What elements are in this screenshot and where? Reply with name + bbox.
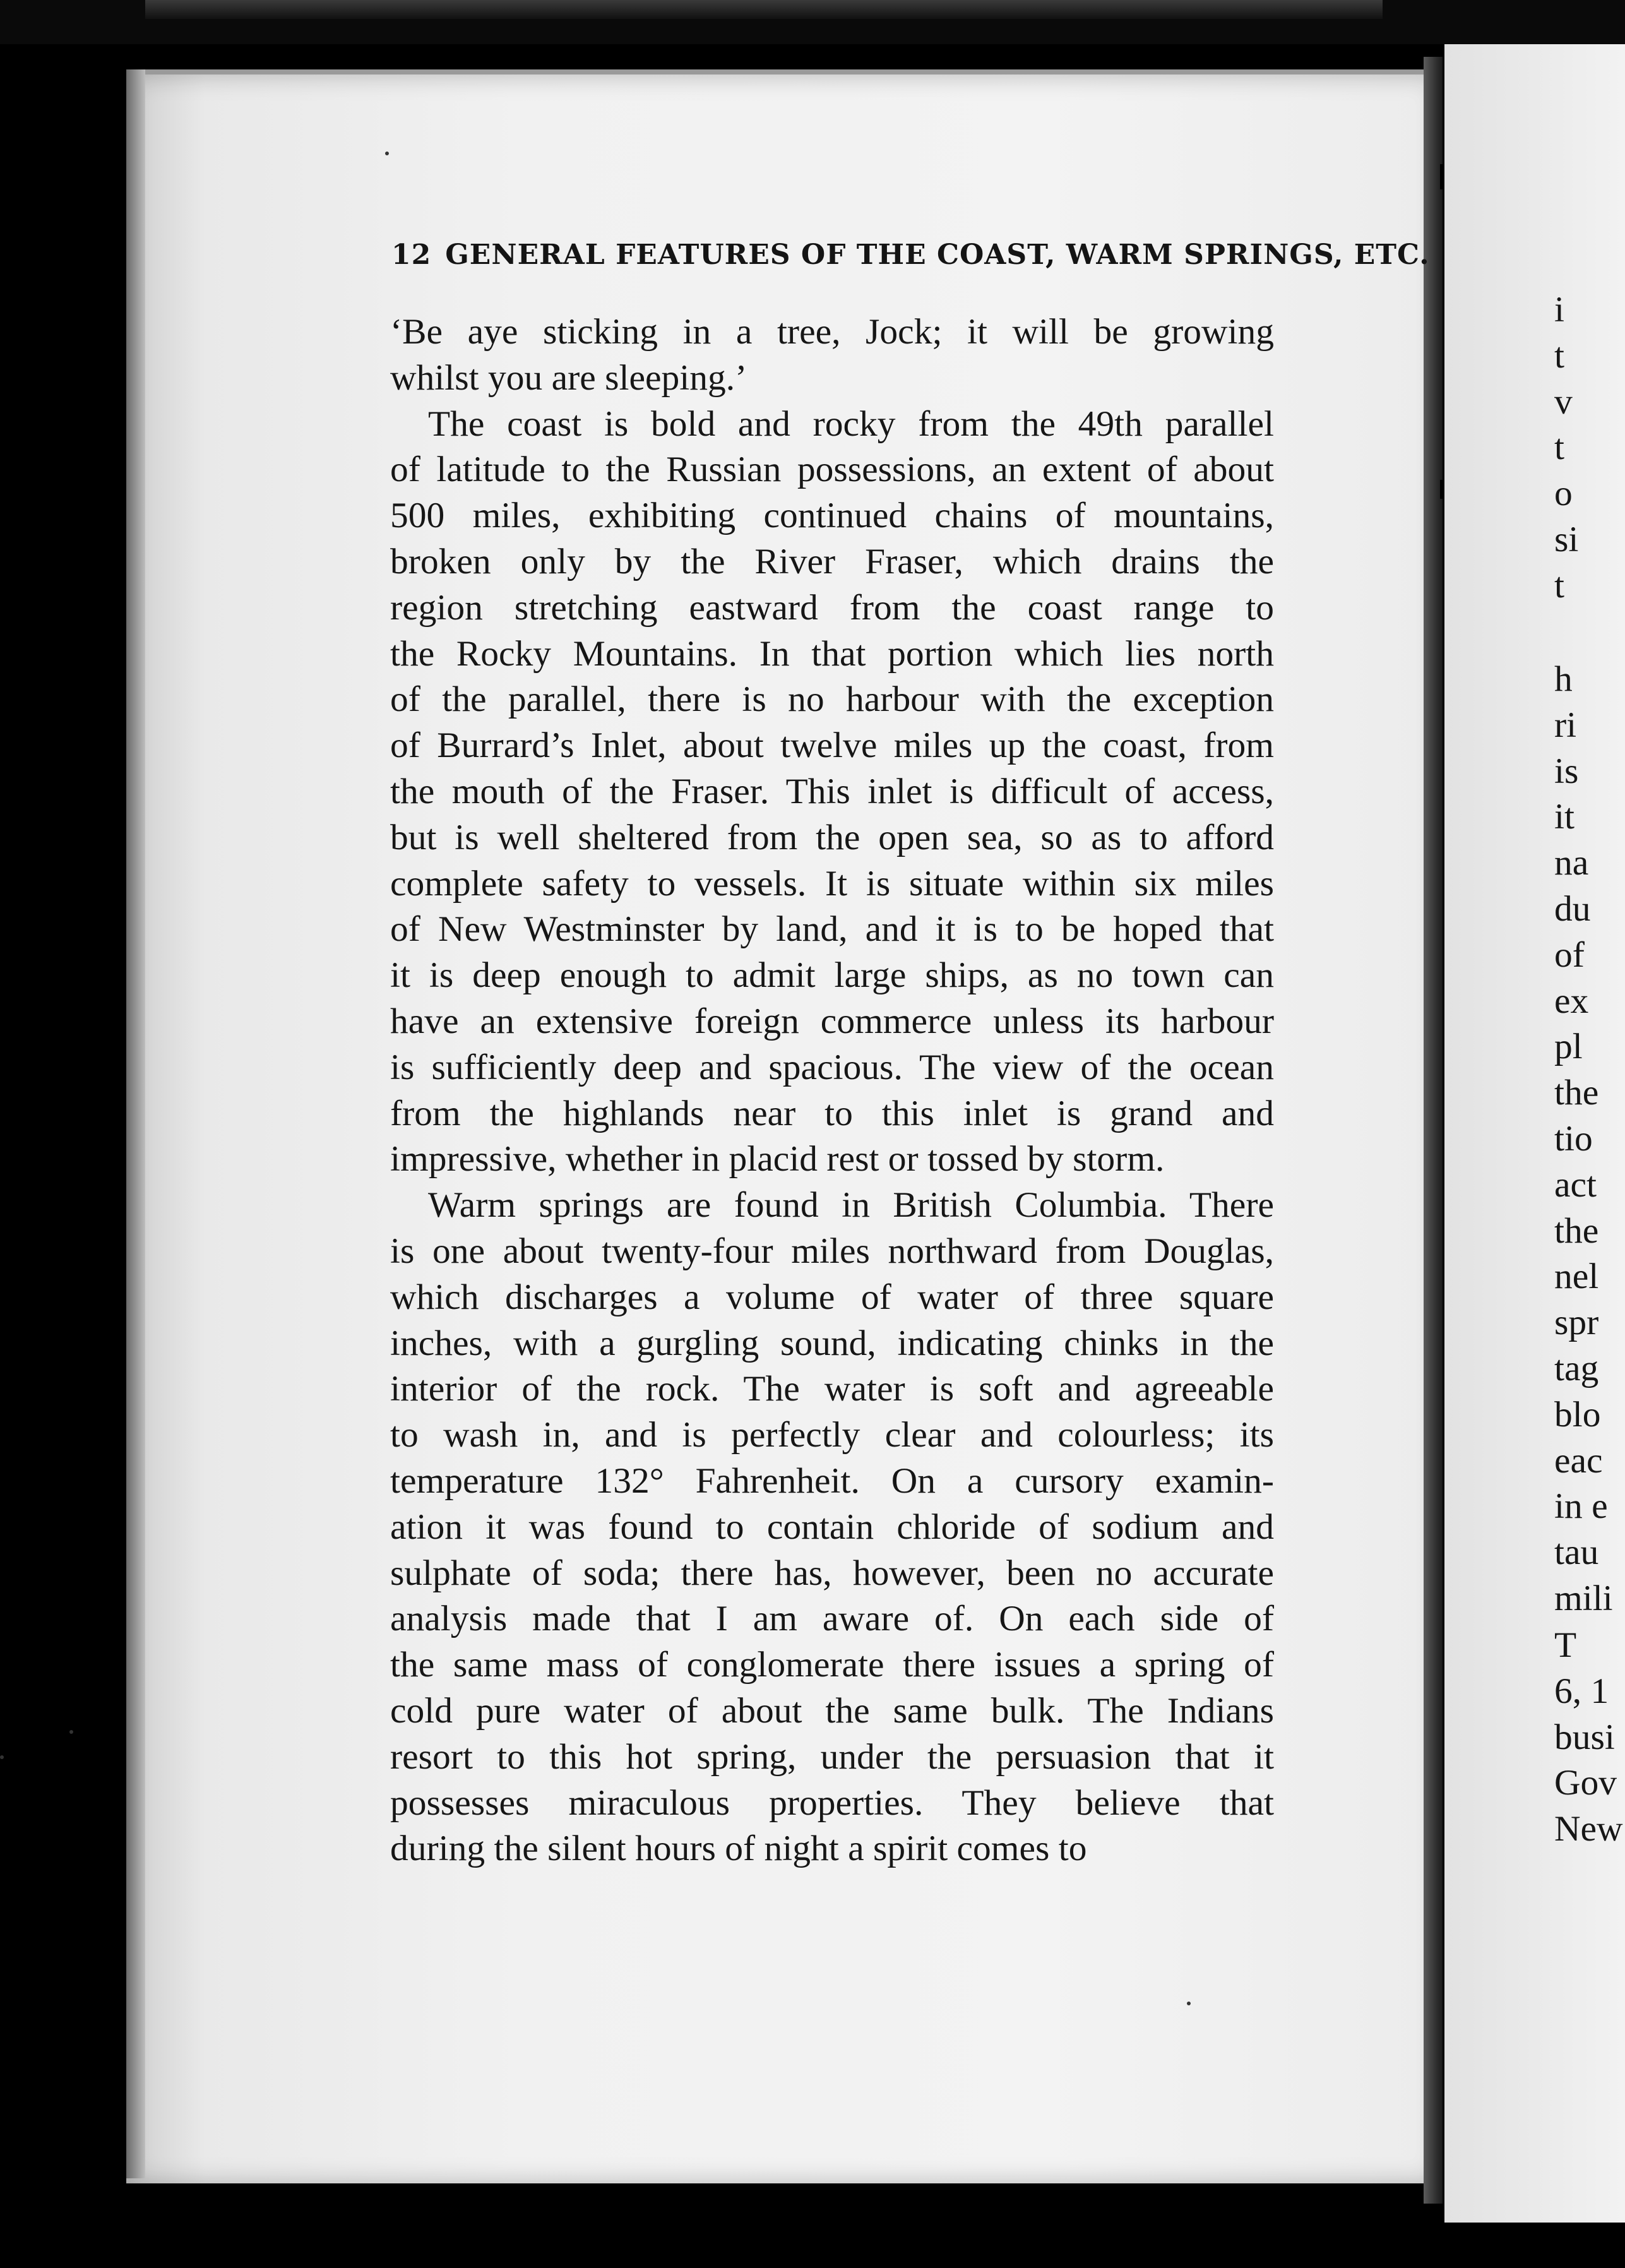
left-page-edge — [126, 69, 145, 2178]
text-fragment: 6, 1 — [1554, 1671, 1609, 1711]
text-fragment: tag — [1554, 1348, 1599, 1388]
text-line: of latitude to the Russian possessions, an extent of about — [390, 450, 1274, 490]
text-fragment: du — [1554, 888, 1591, 929]
dust-speck — [1187, 2002, 1191, 2005]
text-line: the Rocky Mountains. In that portion which lies north — [390, 633, 1274, 674]
text-line: Warm springs are found in British Columbia. There — [428, 1185, 1274, 1226]
text-line: of the parallel, there is no harbour with the exception — [390, 679, 1274, 720]
text-line: temperature 132° Fahrenheit. On a cursory examin- — [390, 1460, 1274, 1501]
text-line: broken only by the River Fraser, which drains the — [390, 541, 1274, 582]
dust-speck — [69, 1730, 73, 1734]
text-line: possesses miraculous properties. They believe that — [390, 1782, 1274, 1823]
running-header — [391, 239, 1430, 271]
text-fragment: is — [1554, 751, 1579, 791]
text-line: resort to this hot spring, under the persuasion that it — [390, 1736, 1274, 1777]
text-line: impressive, whether in placid rest or tossed by storm. — [390, 1139, 1165, 1179]
text-fragment: Gov — [1554, 1763, 1617, 1803]
text-line: inches, with a gurgling sound, indicating chinks in the — [390, 1323, 1274, 1363]
text-line: interior of the rock. The water is soft and agreeable — [390, 1369, 1274, 1409]
page-body-text — [390, 309, 1274, 1872]
text-fragment: o — [1554, 474, 1573, 514]
book-top-edge — [145, 0, 1383, 19]
gutter-mark — [1440, 480, 1444, 499]
text-line: sulphate of soda; there has, however, been no accurate — [390, 1553, 1274, 1593]
text-line: The coast is bold and rocky from the 49th parallel — [428, 403, 1274, 444]
text-fragment: New — [1554, 1809, 1623, 1849]
text-fragment: of — [1554, 934, 1585, 975]
text-line: it is deep enough to admit large ships, as no town can — [390, 955, 1274, 996]
text-fragment: it — [1554, 797, 1574, 837]
text-fragment: spr — [1554, 1303, 1599, 1343]
text-line: have an extensive foreign commerce unless its harbour — [390, 1001, 1274, 1041]
text-fragment: tau — [1554, 1532, 1599, 1573]
text-line: of Burrard’s Inlet, about twelve miles up the coast, from — [390, 725, 1274, 766]
text-fragment: nel — [1554, 1256, 1599, 1297]
text-line: which discharges a volume of water of three square — [390, 1277, 1274, 1317]
text-line: the mouth of the Fraser. This inlet is difficult of access, — [390, 771, 1274, 811]
gutter-mark — [1440, 164, 1444, 189]
running-title: GENERAL FEATURES OF THE COAST, WARM SPRINGS, ETC. — [445, 239, 1430, 271]
text-fragment: pl — [1554, 1027, 1583, 1067]
text-fragment: i — [1554, 290, 1564, 330]
text-fragment: mili — [1554, 1578, 1613, 1618]
text-line: the same mass of conglomerate there issues a spring of — [390, 1645, 1274, 1685]
text-fragment: t — [1554, 335, 1564, 376]
text-line: but is well sheltered from the open sea, so as to afford — [390, 817, 1274, 857]
text-line: complete safety to vessels. It is situate within six miles — [390, 863, 1274, 904]
text-fragment: h — [1554, 659, 1573, 699]
text-fragment: in e — [1554, 1486, 1608, 1527]
text-fragment: ex — [1554, 981, 1589, 1021]
text-line: to wash in, and is perfectly clear and colourless; its — [390, 1415, 1274, 1455]
text-fragment: busi — [1554, 1717, 1615, 1757]
text-fragment: act — [1554, 1164, 1597, 1205]
text-fragment: t — [1554, 427, 1564, 468]
text-fragment: v — [1554, 381, 1573, 422]
text-fragment: tio — [1554, 1118, 1593, 1159]
text-line: is sufficiently deep and spacious. The view of the ocean — [390, 1047, 1274, 1087]
text-fragment: the — [1554, 1073, 1599, 1113]
text-fragment: t — [1554, 565, 1564, 606]
text-line: of New Westminster by land, and it is to be hoped that — [390, 909, 1274, 950]
right-page-text-fragments-top — [1554, 287, 1578, 609]
text-fragment: blo — [1554, 1394, 1601, 1435]
text-fragment: ri — [1554, 705, 1577, 745]
right-page-text-fragments-middle — [1554, 657, 1613, 1622]
gutter-shadow — [1424, 57, 1443, 2204]
text-fragment: na — [1554, 843, 1589, 883]
text-line: 500 miles, exhibiting continued chains of mountains, — [390, 496, 1274, 536]
text-line: ‘Be aye sticking in a tree, Jock; it will be growing — [390, 312, 1274, 352]
text-line: from the highlands near to this inlet is grand and — [390, 1093, 1274, 1133]
text-line: cold pure water of about the same bulk. The Indians — [390, 1690, 1274, 1731]
right-page-text-fragments-bottom — [1554, 1623, 1623, 1853]
text-fragment: eac — [1554, 1440, 1603, 1481]
text-line: analysis made that I am aware of. On each side of — [390, 1599, 1274, 1639]
dust-speck — [385, 152, 389, 155]
text-fragment: si — [1554, 519, 1579, 559]
text-line: during the silent hours of night a spirit comes to — [390, 1829, 1087, 1869]
text-line: whilst you are sleeping.’ — [390, 357, 747, 398]
text-line: ation it was found to contain chloride of sodium and — [390, 1507, 1274, 1547]
text-fragment: T — [1554, 1625, 1577, 1665]
page-number: 12 — [391, 239, 432, 271]
text-line: region stretching eastward from the coast range to — [390, 587, 1274, 628]
text-fragment: the — [1554, 1210, 1599, 1251]
text-line: is one about twenty-four miles northward from Douglas, — [390, 1231, 1274, 1271]
dust-speck — [0, 1755, 4, 1759]
